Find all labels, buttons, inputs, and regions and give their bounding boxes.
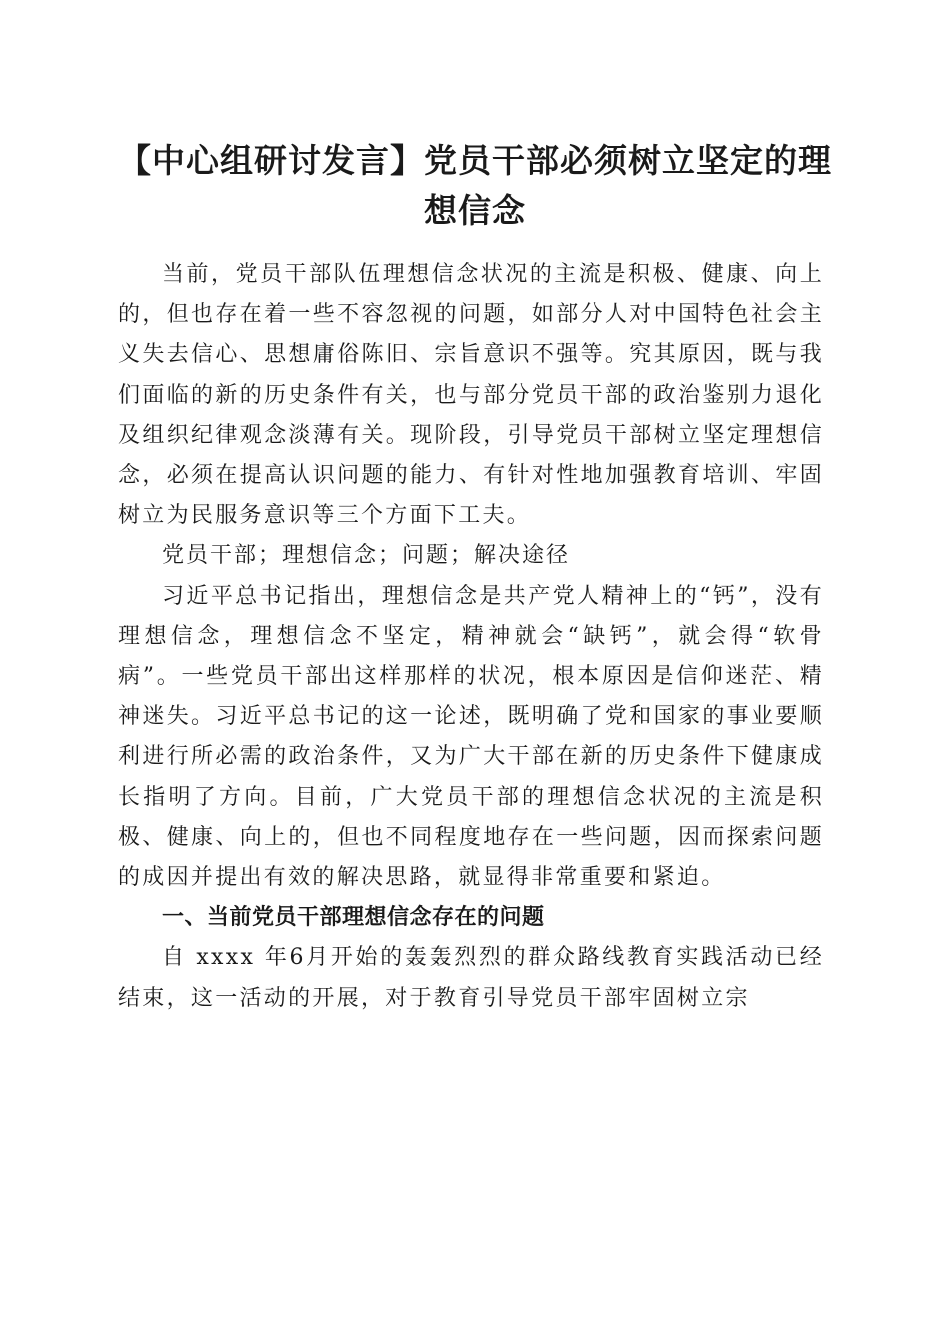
keywords-line: 党员干部；理想信念；问题；解决途径 bbox=[162, 543, 571, 569]
section-heading: 一、当前党员干部理想信念存在的问题 bbox=[162, 905, 545, 931]
abstract-paragraph: 当前，党员干部队伍理想信念状况的主流是积极、健康、向上的，但也存在着一些不容忽视的问题，如部分人对中国特色社会主义失去信心、思想庸俗陈旧、宗旨意识不强等。究其原因，既与我们面临的新的历史条件有关，也与部分党员干部的政治鉴别力退化及组织纪律观念淡薄有关。现阶段，引导党员干部树立坚定理想信念，必须在提高认识问题的能力、有针对性地加强教育培训、牢固树立为民服务意识等三个方面下工夫。 bbox=[118, 262, 824, 529]
document-body bbox=[118, 255, 824, 1019]
intro-paragraph: 习近平总书记指出，理想信念是共产党人精神上的“钙”，没有理想信念，理想信念不坚定，精神就会“缺钙”，就会得“软骨病”。一些党员干部出这样那样的状况，根本原因是信仰迷茫、精神迷失。习近平总书记的这一论述，既明确了党和国家的事业要顺利进行所必需的政治条件，又为广大干部在新的历史条件下健康成长指明了方向。目前，广大党员干部的理想信念状况的主流是积极、健康、向上的，但也不同程度地存在一些问题，因而探索问题的成因并提出有效的解决思路，就显得非常重要和紧迫。 bbox=[118, 583, 824, 891]
document-title: 【中心组研讨发言】党员干部必须树立坚定的理想信念 bbox=[118, 141, 832, 230]
section-paragraph: 自 xxxx 年6月开始的轰轰烈烈的群众路线教育实践活动已经结束，这一活动的开展，对于教育引导党员干部牢固树立宗 bbox=[118, 945, 824, 1011]
